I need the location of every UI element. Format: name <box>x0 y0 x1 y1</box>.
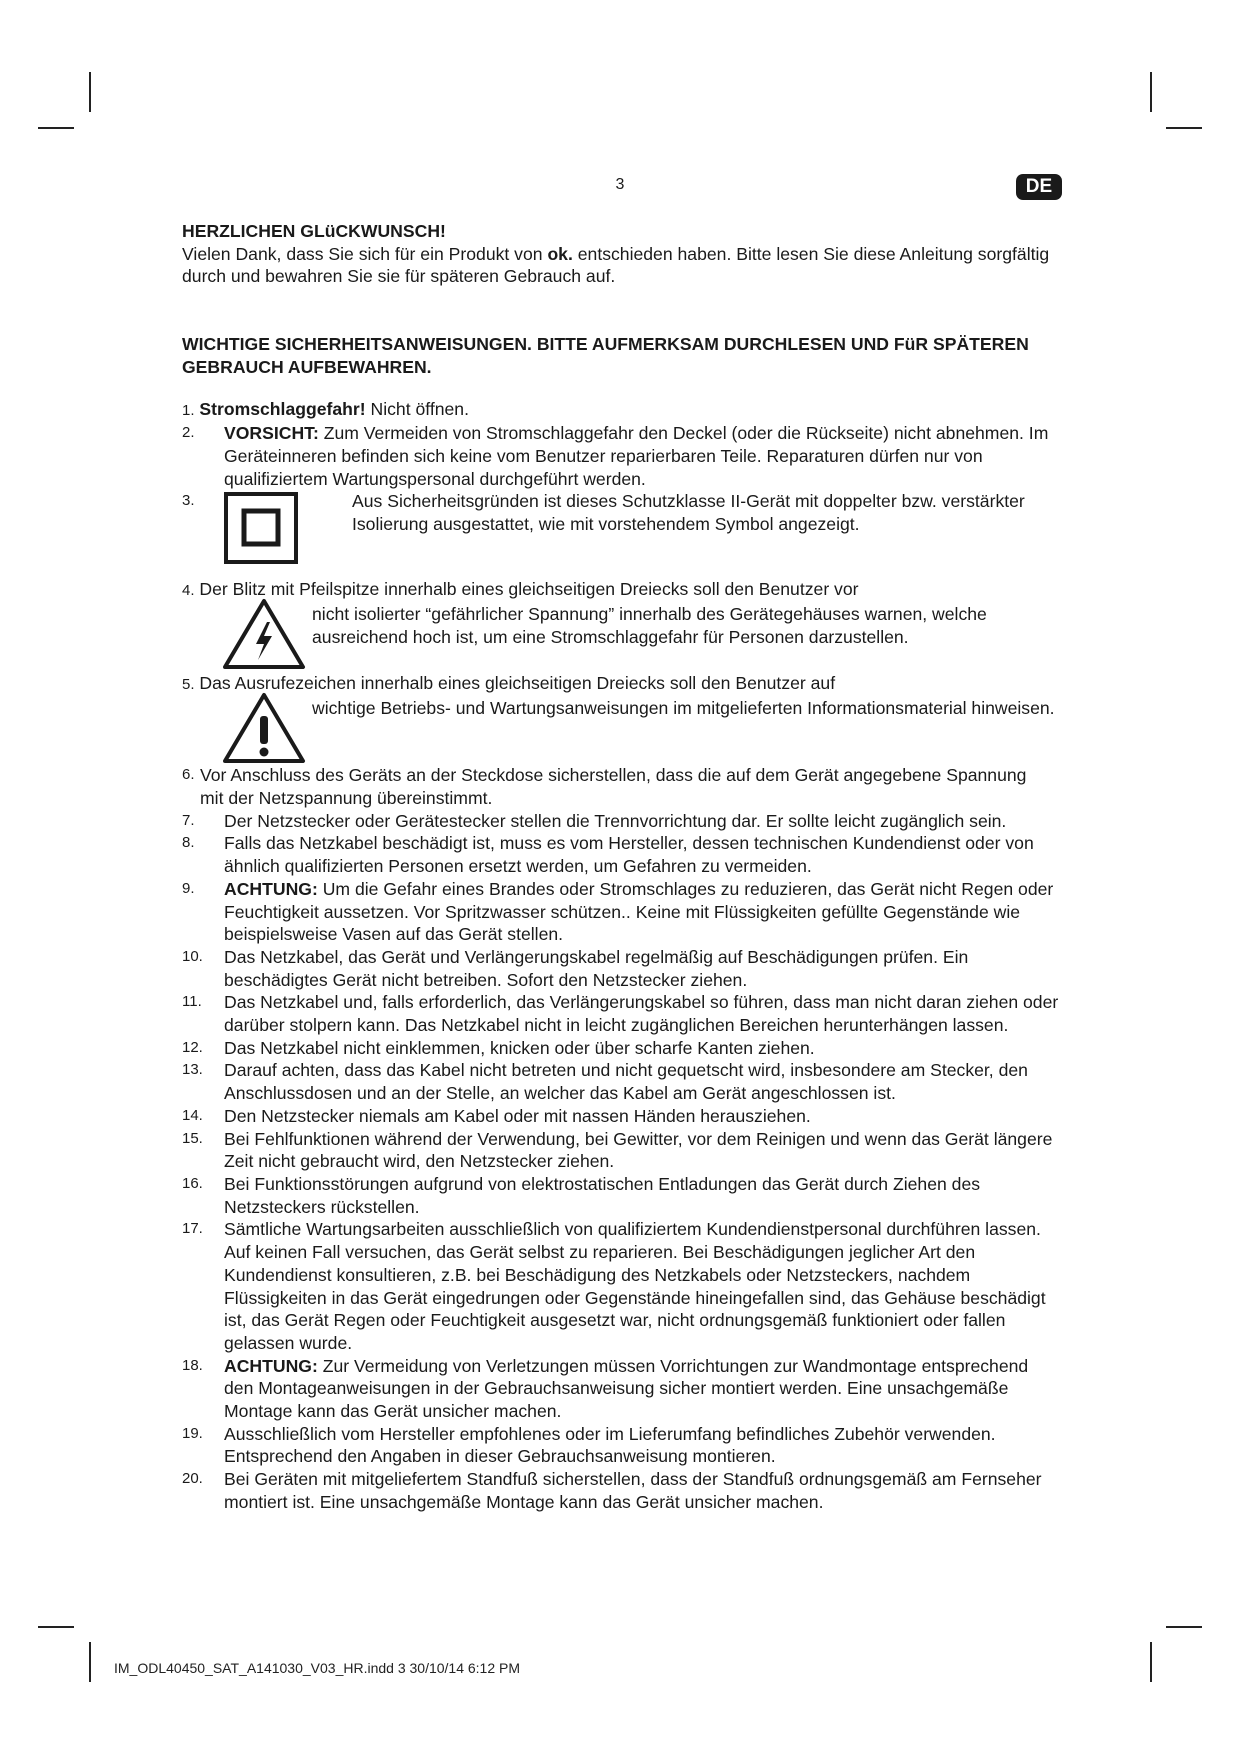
crop-mark-bl-h <box>38 1626 74 1628</box>
item-text: Vor Anschluss des Geräts an der Steckdose sicherstellen, dass die auf dem Gerät angegebene Spannung mit der Netzspannung übereinstimmt. <box>200 765 1027 809</box>
item-number: 16. <box>182 1174 203 1192</box>
item-text: Das Netzkabel, das Gerät und Verlängerungskabel regelmäßig auf Beschädigungen prüfen. Ein beschädigtes Gerät nicht betreiben. Sofort den Netzstecker ziehen. <box>224 946 969 990</box>
list-item <box>182 1423 1062 1468</box>
item-number: 11. <box>182 993 202 1011</box>
item-text: Zum Vermeiden von Stromschlaggefahr den Deckel (oder die Rückseite) nicht abnehmen. Im Geräteinneren befinden sich keine vom Benutzer reparierbaren Teile. Reparaturen dürfen nur von qualifiziertem Wartungspersonal durchgeführt werden. <box>224 423 1049 489</box>
list-item <box>182 578 1062 658</box>
crop-mark-tl-h <box>38 127 74 129</box>
item-number: 9. <box>182 879 195 897</box>
double-insulation-icon <box>224 492 298 564</box>
item-number: 18. <box>182 1356 203 1374</box>
intro-paragraph <box>182 243 1062 288</box>
list-item <box>182 878 1062 946</box>
item-number: 15. <box>182 1129 203 1147</box>
item-text: Sämtliche Wartungsarbeiten ausschließlich von qualifiziertem Kundendienstpersonal durchführen lassen. Auf keinen Fall versuchen, das Gerät selbst zu reparieren. Bei Beschädigungen jeglicher Art den Kundendienst konsultieren, z.B. bei Beschädigung des Netzkabels oder Netzsteckers, nachdem Flüssigkeiten in das Gerät eingedrungen oder Gegenstände hineingefallen sind, das Gehäuse beschädigt ist, das Gerät Regen oder Feuchtigkeit ausgesetzt war, nicht ordnungsgemäß funktioniert oder fallen gelassen wurde. <box>224 1219 1046 1353</box>
item-text: Ausschließlich vom Hersteller empfohlenes oder im Lieferumfang befindliches Zubehör verwenden. Entsprechend den Angaben in dieser Gebrauchsanweisung montieren. <box>224 1423 996 1467</box>
item-number: 3. <box>182 492 195 510</box>
exclamation-warning-icon <box>222 692 306 764</box>
brand-name: ok. <box>547 243 573 264</box>
item-text: Das Netzkabel nicht einklemmen, knicken oder über scharfe Kanten ziehen. <box>224 1037 815 1058</box>
list-item <box>182 764 1062 809</box>
list-item <box>182 422 1062 490</box>
list-item <box>182 946 1062 991</box>
lightning-warning-icon <box>222 598 306 670</box>
item-number: 7. <box>182 811 195 829</box>
item-text: Aus Sicherheitsgründen ist dieses Schutzklasse II-Gerät mit doppelter bzw. verstärkter Isolierung ausgestattet, wie mit vorstehendem Symbol angezeigt. <box>352 491 1025 535</box>
list-item <box>182 1105 1062 1128</box>
list-item <box>182 672 1062 752</box>
item-text: Darauf achten, dass das Kabel nicht betreten und nicht gequetscht wird, insbesondere am Stecker, den Anschlussdosen und an der Stelle, an welcher das Kabel am Gerät angeschlossen ist. <box>224 1060 1028 1104</box>
document-body <box>182 220 1062 1514</box>
intro-text-2: entschieden haben. Bitte lesen Sie diese Anleitung sorgfältig durch und bewahren Sie sie für späteren Gebrauch auf. <box>182 243 1050 287</box>
item-number: 19. <box>182 1424 203 1442</box>
item-text: Das Netzkabel und, falls erforderlich, das Verlängerungskabel so führen, dass man nicht daran ziehen oder darüber stolpern kann. Das Netzkabel nicht in leicht zugänglichen Bereichen herunterhängen lassen. <box>224 992 1059 1036</box>
list-item <box>182 1059 1062 1104</box>
item-lead-text: Das Ausrufezeichen innerhalb eines gleichseitigen Dreiecks soll den Benutzer auf <box>199 673 836 694</box>
language-badge: DE <box>1016 174 1062 200</box>
item-bold: VORSICHT: <box>224 423 319 444</box>
list-item <box>182 1128 1062 1173</box>
crop-mark-bl-v <box>89 1642 91 1682</box>
item-bold: ACHTUNG: <box>224 878 318 899</box>
item-number: 12. <box>182 1038 203 1056</box>
item-text: Bei Funktionsstörungen aufgrund von elektrostatischen Entladungen das Gerät durch Ziehen des Netzsteckers rückstellen. <box>224 1173 981 1217</box>
list-item <box>182 398 1062 423</box>
print-footer: IM_ODL40450_SAT_A141030_V03_HR.indd 3 30/10/14 6:12 PM <box>114 1660 521 1676</box>
item-number: 2. <box>182 424 195 442</box>
item-number: 14. <box>182 1106 203 1124</box>
list-item <box>182 1037 1062 1060</box>
item-number: 4. <box>182 582 195 600</box>
page-number: 3 <box>615 176 625 193</box>
item-text: Der Netzstecker oder Gerätestecker stellen die Trennvorrichtung dar. Er sollte leicht zugänglich sein. <box>224 810 1007 831</box>
crop-mark-br-h <box>1166 1626 1202 1628</box>
list-item <box>182 810 1062 833</box>
item-text: Zur Vermeidung von Verletzungen müssen Vorrichtungen zur Wandmontage entsprechend den Montageanweisungen in der Gebrauchsanweisung sicher montiert werden. Eine unsachgemäße Montage kann das Gerät unsicher machen. <box>224 1355 1029 1422</box>
congrats-heading: HERZLICHEN GLüCKWUNSCH! <box>182 221 446 241</box>
list-item <box>182 991 1062 1036</box>
item-text: Bei Geräten mit mitgeliefertem Standfuß sicherstellen, dass der Standfuß ordnungsgemäß am Fernseher montiert ist. Eine unsachgemäße Montage kann das Gerät unsicher machen. <box>224 1469 1042 1512</box>
item-bold: ACHTUNG: <box>224 1355 318 1376</box>
item-text: Nicht öffnen. <box>365 398 469 419</box>
crop-mark-tr-h <box>1166 127 1202 129</box>
item-text: nicht isolierter “gefährlicher Spannung” innerhalb des Gerätegehäuses warnen, welche ausreichend hoch ist, um eine Stromschlaggefahr für Personen darzustellen. <box>312 604 987 647</box>
crop-mark-tl-v <box>89 72 91 112</box>
item-number: 17. <box>182 1220 203 1238</box>
safety-list <box>182 398 1062 1514</box>
item-number: 10. <box>182 947 203 965</box>
safety-heading: WICHTIGE SICHERHEITSANWEISUNGEN. BITTE AUFMERKSAM DURCHLESEN UND FüR SPÄTEREN GEBRAUCH AUFBEWAHREN. <box>182 334 1029 377</box>
list-item <box>182 1173 1062 1218</box>
list-item <box>182 1218 1062 1354</box>
item-text: Den Netzstecker niemals am Kabel oder mit nassen Händen herausziehen. <box>224 1105 811 1126</box>
item-text: wichtige Betriebs- und Wartungsanweisungen im mitgelieferten Informationsmaterial hinweisen. <box>312 698 1055 719</box>
item-number: 5. <box>182 676 195 694</box>
item-text: Bei Fehlfunktionen während der Verwendung, bei Gewitter, vor dem Reinigen und wenn das Gerät längere Zeit nicht gebraucht wird, den Netzstecker ziehen. <box>224 1128 1053 1172</box>
list-item <box>182 1355 1062 1423</box>
list-item <box>182 1468 1062 1513</box>
item-number: 6. <box>182 766 195 784</box>
item-number: 13. <box>182 1061 203 1079</box>
list-item <box>182 490 1062 566</box>
item-text: Falls das Netzkabel beschädigt ist, muss es vom Hersteller, dessen technischen Kundendienst oder von ähnlich qualifizierten Personen ersetzt werden, um Gefahren zu vermeiden. <box>224 833 1034 877</box>
item-lead-text: Der Blitz mit Pfeilspitze innerhalb eines gleichseitigen Dreiecks soll den Benutzer vor <box>199 579 859 600</box>
list-item <box>182 832 1062 877</box>
item-number: 1. <box>182 401 195 419</box>
crop-mark-br-v <box>1150 1642 1152 1682</box>
crop-mark-tr-v <box>1150 72 1152 112</box>
intro-text-1: Vielen Dank, dass Sie sich für ein Produkt von <box>182 243 548 264</box>
item-number: 20. <box>182 1470 203 1488</box>
item-bold: Stromschlaggefahr! <box>199 398 366 419</box>
item-number: 8. <box>182 834 195 852</box>
item-text: Um die Gefahr eines Brandes oder Stromschlages zu reduzieren, das Gerät nicht Regen oder Feuchtigkeit aussetzen. Vor Spritzwasser schützen.. Keine mit Flüssigkeiten gefüllte Gegenstände wie beispielsweise Vasen auf das Gerät stellen. <box>224 878 1054 945</box>
